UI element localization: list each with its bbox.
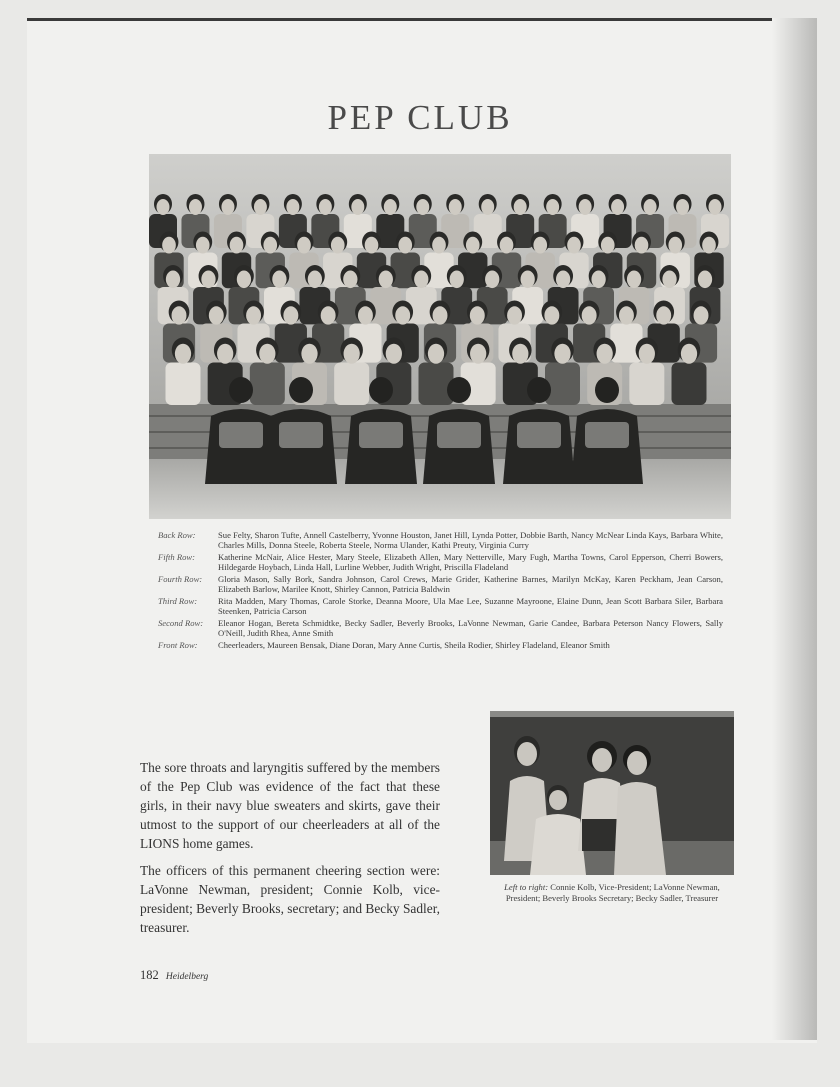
officers-photo [490, 711, 734, 875]
person-face [597, 344, 613, 364]
person-face [331, 237, 345, 254]
person-face [579, 199, 592, 215]
person-face [259, 344, 275, 364]
person-face [554, 344, 570, 364]
person-face [582, 306, 597, 324]
person-face [432, 237, 446, 254]
publication-name: Heidelberg [165, 972, 209, 982]
person-face [676, 199, 689, 215]
paragraph-2: The officers of this permanent cheering section were: LaVonne Newman, president; Connie Kolb, vice-president; Beverly Brooks, secretary; and Becky Sadler, treasurer. [140, 863, 440, 935]
person-face [414, 271, 428, 289]
row-label: Fourth Row: [158, 574, 203, 584]
row-entry [158, 640, 723, 650]
person-face [546, 199, 559, 215]
row-label: Second Row: [158, 618, 204, 628]
person-face [466, 237, 480, 254]
person-face [175, 344, 191, 364]
page-binding-shadow [772, 18, 817, 1040]
caption-label: Left to right: [504, 882, 549, 892]
person-face [230, 237, 244, 254]
cheerleader-head [229, 377, 253, 403]
person-face [301, 344, 317, 364]
person-face [668, 237, 682, 254]
person-face [321, 306, 336, 324]
person-face [209, 306, 224, 324]
person-face [221, 199, 234, 215]
person-face [217, 344, 233, 364]
person-face [470, 306, 485, 324]
person-face [507, 306, 522, 324]
person-face [166, 271, 180, 289]
jacket-lettering [219, 422, 263, 448]
person-face [283, 306, 298, 324]
person-body [250, 363, 285, 406]
cheerleader-head [289, 377, 313, 403]
person-face [639, 344, 655, 364]
cheerleader-head [369, 377, 393, 403]
person-face [386, 344, 402, 364]
person-face [544, 306, 559, 324]
cheerleader-head [447, 377, 471, 403]
jacket-lettering [517, 422, 561, 448]
person-face [450, 271, 464, 289]
person-face [319, 199, 332, 215]
person-face [246, 306, 261, 324]
row-label: Front Row: [158, 640, 198, 650]
person-face [533, 237, 547, 254]
page-title: PEP CLUB [327, 98, 513, 137]
person-face [189, 199, 202, 215]
person-face [263, 237, 277, 254]
person-face [694, 306, 709, 324]
person-face [470, 344, 486, 364]
page-number: 182 [140, 968, 159, 982]
person-face [481, 199, 494, 215]
person-face [449, 199, 462, 215]
caption-text: Connie Kolb, Vice-President; LaVonne Newman, President; Beverly Brooks Secretary; Becky Sadler, Treasurer [505, 882, 720, 903]
person-face [619, 306, 634, 324]
officers-caption [490, 882, 734, 904]
row-label: Back Row: [158, 530, 196, 540]
jacket-lettering [437, 422, 481, 448]
person-face [308, 271, 322, 289]
person-face [556, 271, 570, 289]
person-face [343, 271, 357, 289]
person-body [629, 363, 664, 406]
person-face [601, 237, 615, 254]
row-names: Rita Madden, Mary Thomas, Carole Storke, Deanna Moore, Ula Mae Lee, Suzanne Mayroone, Elaine Dunn, Jean Scott Barbara Siler, Barbara Steenken, Patricia Carson [218, 596, 723, 616]
person-face [485, 271, 499, 289]
article-body [140, 758, 440, 945]
row-label: Third Row: [158, 596, 198, 606]
person-face [662, 271, 676, 289]
person-face [627, 271, 641, 289]
person-face [358, 306, 373, 324]
row-entry [158, 530, 723, 550]
person-face [157, 199, 170, 215]
person-face [709, 199, 722, 215]
person-face [272, 271, 286, 289]
person-body [334, 363, 369, 406]
person-face [433, 306, 448, 324]
person-body [166, 363, 201, 406]
person-face [428, 344, 444, 364]
jacket-lettering [279, 422, 323, 448]
cheerleader-head [527, 377, 551, 403]
person-face [416, 199, 429, 215]
row-names: Cheerleaders, Maureen Bensak, Diane Doran, Mary Anne Curtis, Sheila Rodier, Shirley Fladeland, Eleanor Smith [218, 640, 610, 650]
person-body [672, 363, 707, 406]
person-body [545, 363, 580, 406]
person-body [419, 363, 454, 406]
row-label: Fifth Row: [158, 552, 195, 562]
person-face [512, 344, 528, 364]
group-photo [149, 154, 731, 519]
person-face [591, 271, 605, 289]
person-face [681, 344, 697, 364]
person-face [702, 237, 716, 254]
jacket-lettering [359, 422, 403, 448]
person-face [656, 306, 671, 324]
paragraph-1: The sore throats and laryngitis suffered by the members of the Pep Club was evidence of the fact that these girls, in their navy blue sweaters and skirts, gave their utmost to the support of our cheerleaders at all of the LIONS home games. [140, 760, 440, 851]
person-face [172, 306, 187, 324]
row-entry [158, 574, 723, 594]
cheerleader-head [595, 377, 619, 403]
person-face [384, 199, 397, 215]
person-face [611, 199, 624, 215]
row-names: Eleanor Hogan, Bereta Schmidtke, Becky Sadler, Beverly Brooks, LaVonne Newman, Garie Candee, Barbara Peterson Nancy Flowers, Sally O'Neill, Judith Rhea, Anne Smith [218, 618, 723, 638]
row-entry [158, 596, 723, 616]
person-face [635, 237, 649, 254]
person-face [162, 237, 176, 254]
person-face [398, 237, 412, 254]
person-face [521, 271, 535, 289]
row-entry [158, 618, 723, 638]
row-listing [158, 530, 723, 652]
person-face [500, 237, 514, 254]
person-face [254, 199, 267, 215]
row-names: Sue Felty, Sharon Tufte, Annell Castelberry, Yvonne Houston, Janet Hill, Lynda Potter, Dobbie Barth, Nancy McNear Linda Kays, Barbara White, Charles Mills, Donna Steele, Roberta Steele, Norma Ulander, Kathi Preuty, Virginia Curry [218, 530, 723, 550]
person-face [698, 271, 712, 289]
person-face [237, 271, 251, 289]
person-face [395, 306, 410, 324]
row-names: Katherine McNair, Alice Hester, Mary Steele, Elizabeth Allen, Mary Netterville, Mary Fugh, Martha Towns, Carol Epperson, Cherri Bowers, Hildegarde Hoybach, Linda Hall, Lurline Webber, Judith Wright, Priscilla Fladeland [218, 552, 723, 572]
person-face [567, 237, 581, 254]
page-footer [140, 968, 208, 983]
person-face [286, 199, 299, 215]
row-names: Gloria Mason, Sally Bork, Sandra Johnson, Carol Crews, Marie Grider, Katherine Barnes, Marilyn McKay, Karen Peckham, Jean Carson, Elizabeth Barlow, Marilee Knott, Shirley Cannon, Patricia Baldwin [218, 574, 723, 594]
person-face [379, 271, 393, 289]
person-face [196, 237, 210, 254]
jacket-lettering [585, 422, 629, 448]
person-face [365, 237, 379, 254]
person-face [344, 344, 360, 364]
person-face [201, 271, 215, 289]
row-entry [158, 552, 723, 572]
person-face [514, 199, 527, 215]
person-face [297, 237, 311, 254]
person-face [351, 199, 364, 215]
person-face [644, 199, 657, 215]
